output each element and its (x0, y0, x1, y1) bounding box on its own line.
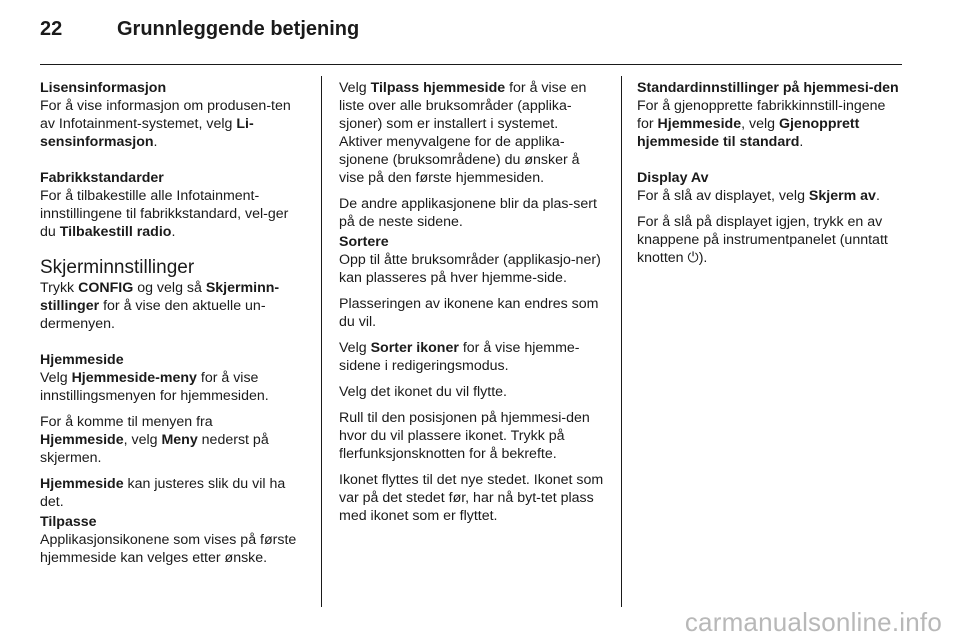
paragraph-display-1: For å slå av displayet, velg Skjerm av. (637, 188, 880, 204)
paragraph-tilpass-hjemmeside: Velg Tilpass hjemmeside for å vise en liste over alle bruksområder (applika-sjoner) som er installert i systemet. Aktiver menyvalgene for de applika-sjonene (bruksområdene) du ønsker å vise på den første hjemmesiden. (339, 80, 587, 186)
paragraph-standard: For å gjenopprette fabrikkinnstill-ingene for Hjemmeside, velg Gjenopprett hjemmeside til standard. (637, 98, 886, 150)
page-header (40, 18, 900, 58)
heading-display-av: Display Av (637, 170, 709, 186)
paragraph-sortere-1: Opp til åtte bruksområder (applikasjo-ner) kan plasseres på hver hjemme-side. (339, 252, 601, 286)
paragraph-sortere-2: Plasseringen av ikonene kan endres som du vil. (339, 296, 599, 330)
paragraph-sortere-3: Velg Sorter ikoner for å vise hjemme-sidene i redigeringsmodus. (339, 340, 580, 374)
heading-hjemmeside: Hjemmeside (40, 352, 124, 368)
paragraph-hjem-3: Hjemmeside kan justeres slik du vil ha det. (40, 476, 286, 510)
heading-fabrikkstandarder: Fabrikkstandarder (40, 170, 164, 186)
column-divider-2 (621, 76, 622, 607)
paragraph-tilpasse: Applikasjonsikonene som vises på første hjemmeside kan velges etter ønske. (40, 532, 297, 566)
column-2 (339, 79, 604, 533)
paragraph-sortere-6: Ikonet flyttes til det nye stedet. Ikonet som var på det stedet før, har nå byt-tet plass med ikonet som er flyttet. (339, 472, 604, 524)
watermark: carmanualsonline.info (684, 607, 942, 637)
column-3 (637, 79, 902, 275)
paragraph-andre-applikasjoner: De andre applikasjonene blir da plas-sert på de neste sidene. (339, 196, 597, 230)
heading-tilpasse: Tilpasse (40, 514, 97, 530)
page-title: Grunnleggende betjening (117, 18, 360, 40)
paragraph-hjem-2: For å komme til menyen fra Hjemmeside, velg Meny nederst på skjermen. (40, 414, 269, 466)
header-rule (40, 64, 902, 65)
paragraph-lisens: For å vise informasjon om produsen-ten av Infotainment-systemet, velg Li-sensinformasjon. (40, 98, 291, 150)
page-number: 22 (40, 18, 63, 40)
heading-standardinnstillinger: Standardinnstillinger på hjemmesi-den (637, 80, 899, 96)
column-divider-1 (321, 76, 322, 607)
heading-skjerminnstillinger: Skjerminnstillinger (40, 257, 195, 278)
heading-sortere: Sortere (339, 234, 389, 250)
column-1 (40, 79, 302, 575)
heading-lisensinformasjon: Lisensinformasjon (40, 80, 167, 96)
paragraph-fabrikk: For å tilbakestille alle Infotainment-innstillingene til fabrikkstandard, vel-ger du Tilbakestill radio. (40, 188, 289, 240)
paragraph-skjerm: Trykk CONFIG og velg så Skjerminn-stillinger for å vise den aktuelle un-dermenyen. (40, 280, 280, 332)
paragraph-sortere-5: Rull til den posisjonen på hjemmesi-den hvor du vil plassere ikonet. Trykk på flerfunksjonsknotten for å bekrefte. (339, 410, 590, 462)
paragraph-sortere-4: Velg det ikonet du vil flytte. (339, 384, 507, 400)
paragraph-display-2: For å slå på displayet igjen, trykk en av knappene på instrumentpanelet (unntatt knotten ⏻). (637, 214, 888, 266)
paragraph-hjem-1: Velg Hjemmeside-meny for å vise innstillingsmenyen for hjemmesiden. (40, 370, 269, 404)
